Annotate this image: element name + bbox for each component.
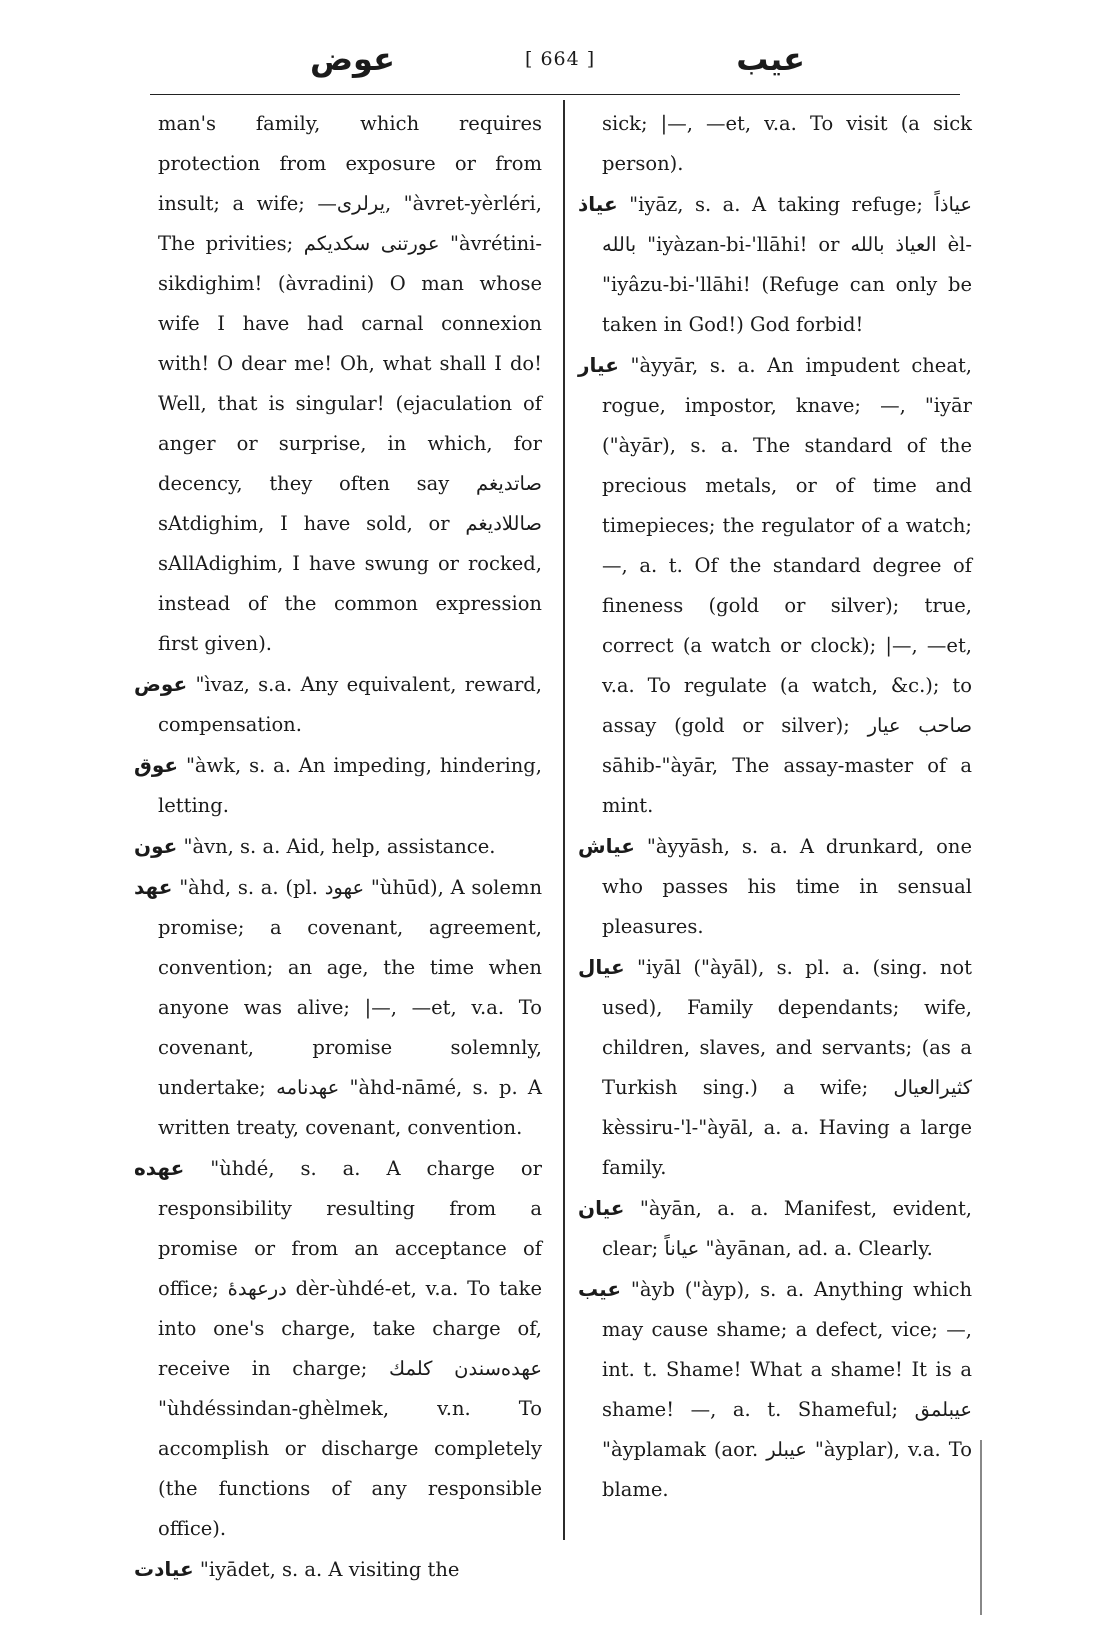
entry-definition: "àyān, a. a. Manifest, evident, clear; عیاناً "àyānan, ad. a. Clearly. [602,1197,972,1260]
entry-definition: "iyādet, s. a. A visiting the [199,1558,460,1581]
dictionary-entry [578,826,972,947]
entry-headword: عیادت [134,1557,194,1581]
entry-definition: "àhd, s. a. (pl. عهود "ùhūd), A solemn promise; a covenant, agreement, convention; an age, the time when anyone was alive; |—, —et, v.a. To covenant, promise solemnly, undertake; عهدنامه "àhd-nāmé, s. p. A written treaty, covenant, convention. [158,876,543,1139]
entry-headword: عیاش [578,834,635,858]
entry-definition: "àyb ("àyp), s. a. Anything which may cause shame; a defect, vice; —, int. t. Shame! What a shame! It is a shame! —, a. t. Shameful; عیبلمق "àyplamak (aor. عیبلر "àyplar), v.a. To blame. [602,1278,973,1501]
dictionary-entry [134,1549,542,1590]
dictionary-entry [578,947,972,1188]
entry-headword: عهده [134,1156,185,1180]
entry-headword: عیار [578,353,619,377]
dictionary-entry [134,1148,542,1549]
entry-headword: عیاذ [578,192,618,216]
entry-definition: "àyyāsh, s. a. A drunkard, one who passes his time in sensual pleasures. [602,835,973,938]
entry-definition: "ìvaz, s.a. Any equivalent, reward, compensation. [158,673,542,736]
entry-definition: "àyyār, s. a. An impudent cheat, rogue, impostor, knave; —, "iyār ("àyār), s. a. The standard of the precious metals, or of time and timepieces; the regulator of a watch; —, a. t. Of the standard degree of fineness (gold or silver); true, correct (a watch or clock); |—, —et, v.a. To regulate (a watch, &c.); to assay (gold or silver); صاحب عیار sāhib-"àyār, The assay-master of a mint. [602,354,972,817]
entry-continuation: man's family, which requires protection from exposure or from insult; a wife; —یرلری, "àvret-yèrléri, The privities; عورتنی سکدیکم "àvrétini-sikdighim! (àvradini) O man whose wife I have had carnal connexion with! O dear me! Oh, what shall I do! Well, that is singular! (ejaculation of anger or surprise, in which, for decency, they often say صاتدیغم sAtdighim, I have sold, or صاللادیغم sAllAdighim, I have swung or rocked, instead of the common expression first given). [158,112,542,655]
dictionary-entry [578,184,972,345]
dictionary-entry [134,664,542,745]
entry-headword: عیان [578,1196,625,1220]
dictionary-entry [134,826,542,867]
entry-definition: "àvn, s. a. Aid, help, assistance. [183,835,496,858]
entry-definition: "ùhdé, s. a. A charge or responsibility resulting from a promise or from an acceptance of office; درعهدهٔ dèr-ùhdé-et, v.a. To take into one's charge, take charge of, receive in charge; عهده‌سندن کلمك "ùhdéssindan-ghèlmek, v.n. To accomplish or discharge completely (the functions of any responsible office). [158,1157,543,1540]
page-edge-line [980,1440,982,1615]
header-left-catchword: عوض [310,40,395,78]
entry-definition: "iyāz, s. a. A taking refuge; عیاذاً بالله "iyàzan-bi-'llāhi! or العیاذ بالله èl-"iyâzu-bi-'llāhi! (Refuge can only be taken in God!) God forbid! [602,193,972,336]
entry-headword: عون [134,834,178,858]
dictionary-entry [134,867,542,1148]
dictionary-entry [578,1188,972,1269]
entry-definition: "àwk, s. a. An impeding, hindering, letting. [158,754,542,817]
dictionary-entry [134,745,542,826]
entry-headword: عهد [134,875,173,899]
entry-headword: عیال [578,955,625,979]
column-divider [563,100,565,1540]
entry-headword: عوض [134,672,188,696]
page-number: [ 664 ] [525,48,596,70]
entry-headword: عیب [578,1277,621,1301]
left-column [134,104,542,1590]
entry-definition: "iyāl ("àyāl), s. pl. a. (sing. not used), Family dependants; wife, children, slaves, and servants; (as a Turkish sing.) a wife; کثیرالعیال kèssiru-'l-"àyāl, a. a. Having a large family. [602,956,972,1179]
page-header [150,38,960,95]
header-right-catchword: عیب [736,40,805,78]
entry-continuation: sick; |—, —et, v.a. To visit (a sick person). [602,112,972,175]
dictionary-entry [578,345,972,826]
right-column [578,104,972,1510]
dictionary-entry [578,1269,972,1510]
entry-headword: عوق [134,753,179,777]
